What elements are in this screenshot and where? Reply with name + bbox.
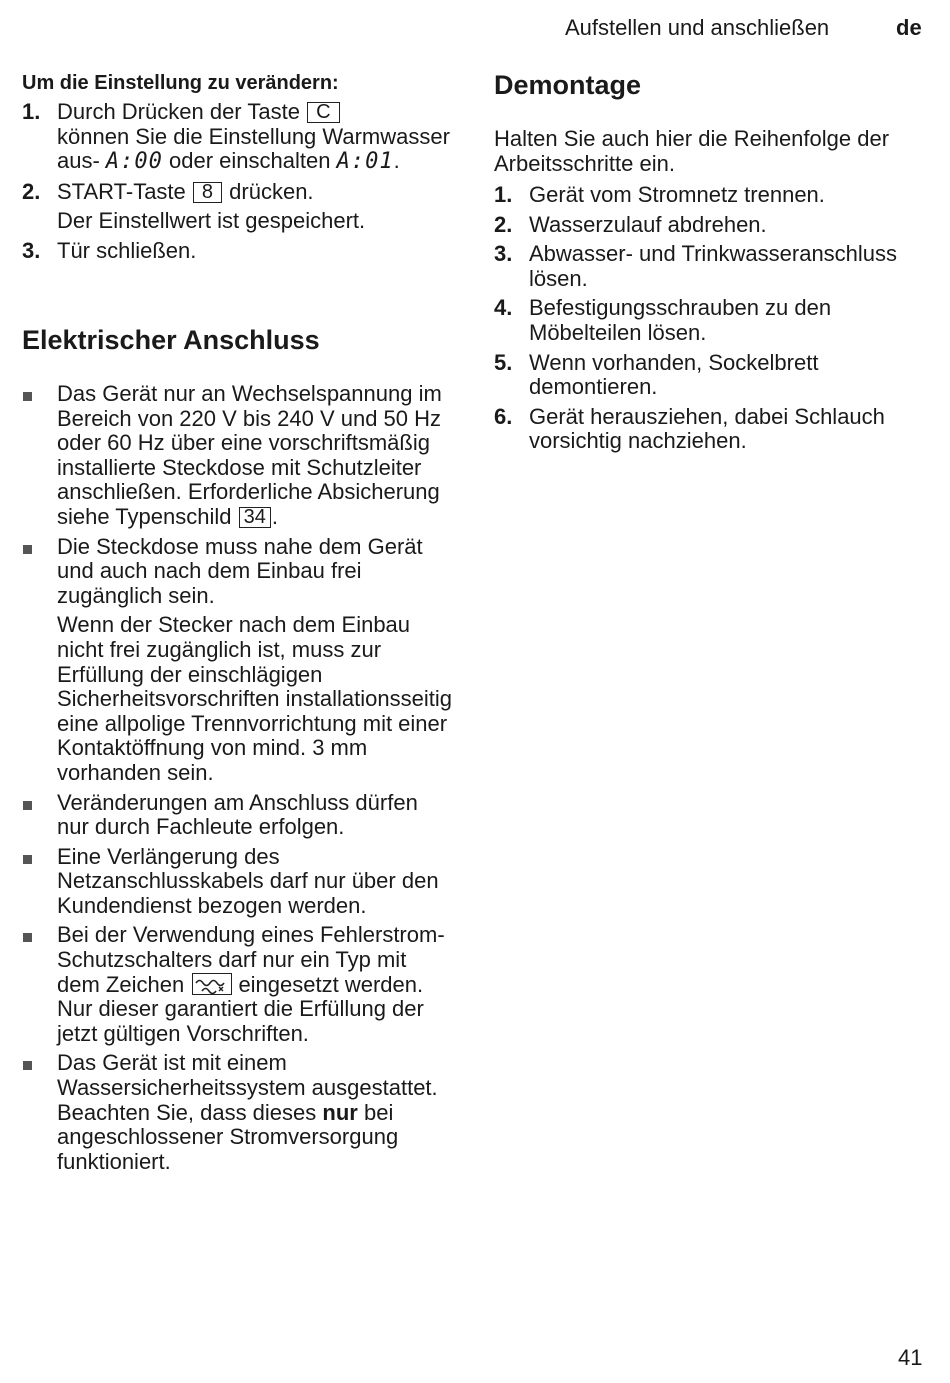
list-item [494, 213, 924, 238]
list-item [494, 296, 924, 345]
list-item [22, 923, 452, 1046]
display-code-off: A:00 [105, 149, 163, 175]
step-number: 2. [22, 178, 41, 204]
bullet-text: eingesetzt werden. Nur dieser garantiert die Erfüllung der jetzt gültigen Vorschriften. [57, 971, 424, 1046]
bullet-icon [23, 545, 32, 554]
bullet-text: bei angeschlossener Stromversorgung funktioniert. [57, 1099, 399, 1174]
display-code-on: A:01 [336, 149, 394, 175]
key-c: C [307, 102, 339, 123]
step-number: 3. [494, 241, 513, 267]
demontage-intro: Halten Sie auch hier die Reihenfolge der Arbeitsschritte ein. [494, 126, 890, 176]
list-item [22, 535, 452, 786]
list-item [22, 845, 452, 919]
page-number: 41 [898, 1345, 923, 1370]
list-item [22, 180, 452, 234]
bullet-emphasis: nur [322, 1099, 358, 1125]
step-number: 5. [494, 349, 513, 375]
bullet-text: Eine Verlängerung des Netzanschlusskabels darf nur über den Kundendienst bezogen werden. [57, 843, 439, 918]
bullet-text: Bei der Verwendung eines Fehlerstrom-Schutzschalters darf nur ein Typ mit dem Zeichen [57, 922, 445, 997]
step-text: Wenn vorhanden, Sockelbrett demontieren. [529, 349, 819, 400]
header-language: de [896, 15, 922, 40]
bullet-continuation: Wenn der Stecker nach dem Einbau nicht frei zugänglich ist, muss zur Erfüllung der einschlägigen Sicherheitsvorschriften installationsseitig eine allpolige Trennvorrichtung mit einer Kontaktöffnung von mind. 3 mm vorhanden sein. [57, 612, 452, 785]
bullet-text: Das Gerät ist mit einem Wassersicherheitssystem ausgestattet. Beachten Sie, dass dieses [57, 1050, 438, 1125]
list-item [494, 351, 924, 400]
electrical-title: Elektrischer Anschluss [22, 325, 320, 355]
bullet-icon [23, 1061, 32, 1070]
step-text: Befestigungsschrauben zu den Möbelteilen lösen. [529, 295, 832, 345]
list-item [22, 791, 452, 840]
step-text: START-Taste [57, 178, 186, 204]
demontage-steps [494, 183, 924, 459]
step-number: 2. [494, 211, 513, 237]
step-note: Der Einstellwert ist gespeichert. [57, 208, 366, 234]
step-text: oder einschalten [169, 148, 331, 174]
step-text: Gerät herausziehen, dabei Schlauch vorsichtig nachziehen. [529, 403, 885, 454]
list-item [494, 183, 924, 208]
page-header [0, 14, 950, 44]
step-text: Abwasser- und Trinkwasseranschluss lösen. [529, 241, 898, 291]
list-item [494, 405, 924, 454]
bullet-icon [23, 933, 32, 942]
step-number: 3. [22, 237, 41, 263]
step-number: 6. [494, 403, 513, 429]
bullet-text: Veränderungen am Anschluss dürfen nur durch Fachleute erfolgen. [57, 789, 418, 840]
demontage-title: Demontage [494, 70, 642, 100]
step-text: Durch Drücken der Taste [57, 99, 300, 124]
list-item [22, 100, 452, 175]
step-text: Gerät vom Stromnetz trennen. [529, 182, 825, 207]
step-text: Tür schließen. [57, 237, 197, 263]
bullet-icon [23, 855, 32, 864]
bullet-text: Die Steckdose muss nahe dem Gerät und auch nach dem Einbau frei zugänglich sein. [57, 533, 423, 608]
step-number: 4. [494, 295, 513, 321]
step-text: . [393, 148, 400, 174]
list-item [494, 242, 924, 291]
list-item [22, 1051, 452, 1174]
list-item [22, 239, 452, 264]
header-section-title: Aufstellen und anschließen [565, 15, 830, 40]
key-8: 8 [193, 182, 222, 203]
step-number: 1. [494, 182, 513, 207]
rcd-symbol-icon [192, 973, 232, 995]
step-text: können Sie die Einstellung Warmwasser aus- [57, 123, 450, 174]
bullet-icon [23, 392, 32, 401]
bullet-text: Das Gerät nur an Wechselspannung im Bereich von 220 V bis 240 V und 50 Hz oder 60 Hz über eine vorschriftsmäßig installierte Steckdose mit Schutzleiter anschließen. Erforderliche Absicherung siehe Typenschild [57, 381, 442, 529]
change-setting-steps [22, 100, 452, 264]
key-34: 34 [239, 507, 271, 528]
step-text: drücken. [229, 178, 314, 204]
bullet-text: . [271, 503, 278, 529]
step-number: 1. [22, 99, 41, 124]
change-setting-heading: Um die Einstellung zu verändern: [22, 72, 339, 94]
list-item [22, 382, 452, 530]
step-text: Wasserzulauf abdrehen. [529, 211, 767, 237]
electrical-bullets [22, 382, 452, 1179]
bullet-icon [23, 801, 32, 810]
